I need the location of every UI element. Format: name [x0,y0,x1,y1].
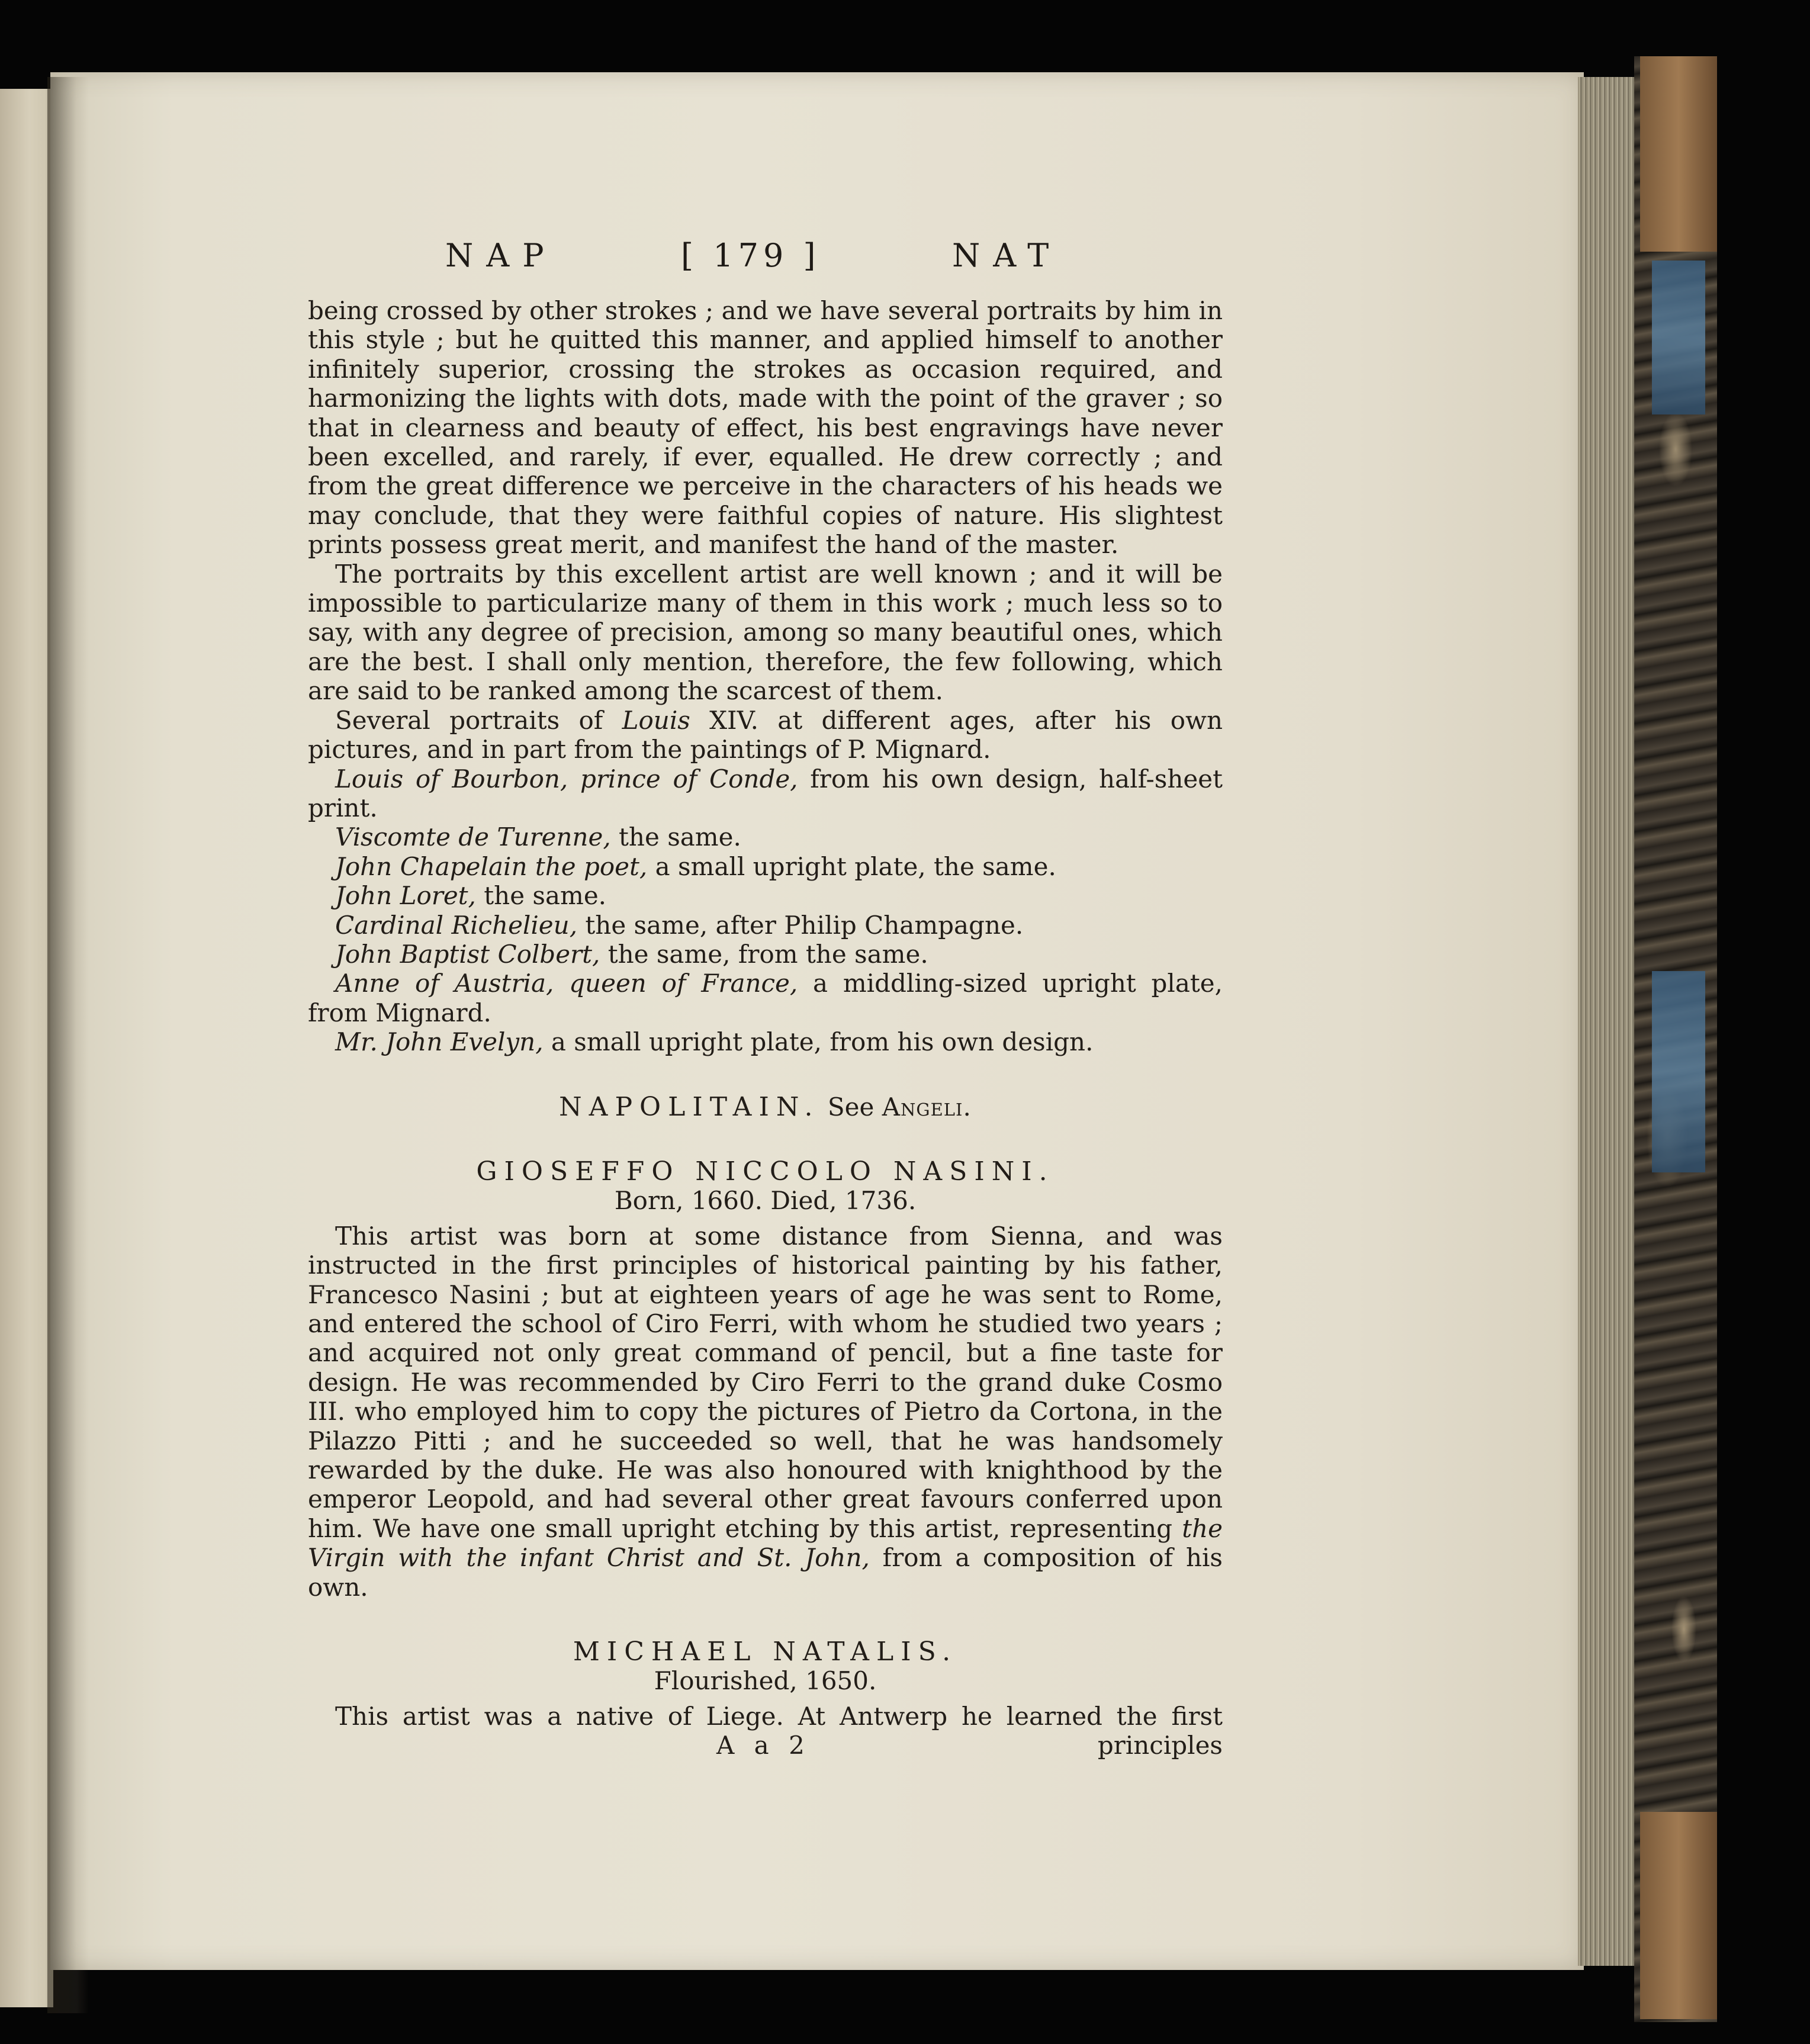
list-item [308,881,1223,910]
work-desc: a middling-sized upright plate, from Mignard. [308,969,1223,1027]
natalis-name: MICHAEL NATALIS. [573,1637,958,1667]
running-head-left: NAP [445,237,557,274]
list-item [308,822,1223,851]
running-head-right: NAT [952,237,1062,274]
list-item [308,911,1223,940]
portraits-paragraph: The portraits by this excellent artist are well known ; and it will be impossible to particularize many of them in this work ; much less so to say, with any degree of precision, among so many beautiful ones, which are the best. I shall only mention, therefore, the few following, which are said to be ranked among the scarcest of them. [308,559,1223,706]
page-footer [308,1731,1223,1760]
list-item [308,940,1223,969]
leather-corner-top [1640,56,1717,252]
work-desc: the same, from the same. [600,939,928,969]
work-title: John Baptist Colbert, [335,939,600,969]
several-portraits-after: XIV. at different ages, after his own pictures, and in part from the paintings of P. Mignard. [308,705,1223,764]
catchword: principles [1097,1731,1223,1760]
napolitain-see: See [827,1092,875,1121]
text-block [308,296,1223,1760]
napolitain-ref: Angeli. [882,1092,972,1121]
work-desc: the same. [475,881,607,911]
several-portraits-italic: Louis [622,705,690,735]
nasini-body-after: from a composition of his own. [308,1543,1223,1602]
spacer [308,1057,1223,1092]
nasini-name: GIOSEFFO NICCOLO NASINI. [476,1156,1055,1187]
work-title: Louis of Bourbon, prince of Conde, [335,764,798,793]
leather-corner-bottom [1640,1812,1717,2019]
nasini-heading [308,1157,1223,1186]
several-portraits-paragraph [308,706,1223,764]
natalis-dates: Flourished, 1650. [654,1666,877,1696]
nasini-dates: Born, 1660. Died, 1736. [614,1186,917,1216]
list-item [308,1027,1223,1056]
work-title: John Loret, [335,881,476,911]
list-item [308,764,1223,823]
spacer [308,1602,1223,1637]
spacer [308,1121,1223,1157]
left-page-edge [0,89,53,2007]
nasini-body-italic: the Virgin with the infant Christ and St. John, [308,1513,1223,1573]
work-title: Cardinal Richelieu, [335,910,578,940]
page-number: [ 179 ] [681,237,821,274]
spacer [308,1696,1223,1702]
nasini-body [308,1222,1223,1602]
napolitain-heading [308,1092,1223,1121]
nasini-body-before: This artist was born at some distance from Sienna, and was instructed in the first principles of historical painting by his father, Francesco Nasini ; but at eighteen years of age he was sent to Rome, and entered the school of Ciro Ferri, with whom he studied two years ; and acquired not only great command of pencil, but a fine taste for design. He was recommended by Ciro Ferri to the grand duke Cosmo III. who employed him to copy the pictures of Pietro da Cortona, in the Pilazzo Pitti ; and he succeeded so well, that he was handsomely rewarded by the duke. He was also honoured with knighthood by the emperor Leopold, and had several other great favours conferred upon him. We have one small upright etching by this artist, representing [308,1221,1223,1543]
gutter-shadow [47,77,89,2013]
natalis-heading [308,1637,1223,1666]
list-item [308,969,1223,1027]
page-fore-edges [1578,77,1637,1966]
work-desc: a small upright plate, the same. [647,851,1056,881]
spacer [308,1216,1223,1222]
work-title: John Chapelain the poet, [335,851,648,881]
several-portraits-before: Several portraits of [335,705,622,735]
napolitain-name: NAPOLITAIN. [559,1091,820,1122]
natalis-body: This artist was a native of Liege. At Antwerp he learned the first [335,1701,1223,1731]
work-desc: a small upright plate, from his own design. [543,1027,1094,1057]
work-desc: the same, after Philip Champagne. [577,910,1024,940]
work-desc: from his own design, half-sheet print. [308,764,1223,822]
marbling-blue-patch [1652,971,1705,1172]
continuation-paragraph: being crossed by other strokes ; and we have several portraits by him in this style ; but he quitted this manner, and applied himself to another infinitely superior, crossing the strokes as occasion required, and harmonizing the lights with dots, made with the point of the graver ; so that in clearness and beauty of effect, his best engravings have never been excelled, and rarely, if ever, equalled. He drew correctly ; and from the great difference we perceive in the characters of his heads we may conclude, that they were faithful copies of nature. His slightest prints possess great merit, and manifest the hand of the master. [308,296,1223,560]
list-item [308,852,1223,881]
work-title: Mr. John Evelyn, [335,1027,544,1057]
works-list [308,764,1223,1057]
marbling-blue-patch [1652,261,1705,414]
work-desc: the same. [610,822,741,852]
signature-mark: A a 2 [716,1731,811,1760]
work-title: Anne of Austria, queen of France, [335,969,798,998]
work-title: Viscomte de Turenne, [335,822,611,852]
